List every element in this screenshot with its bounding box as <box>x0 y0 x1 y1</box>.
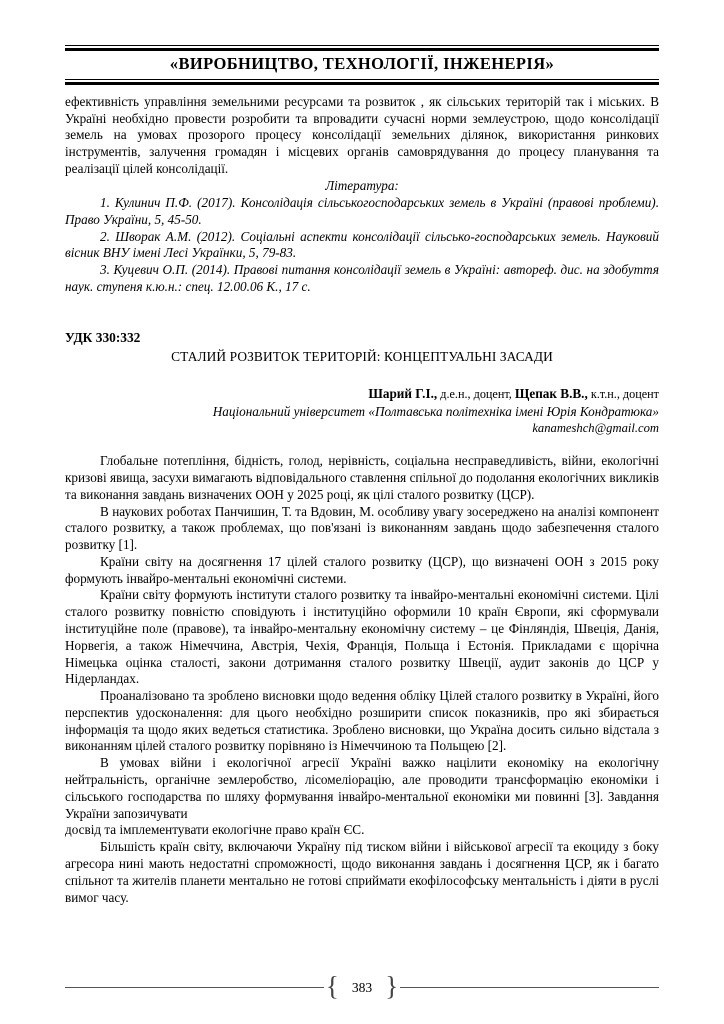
authors-line <box>65 366 659 403</box>
author-email: kanameshch@gmail.com <box>532 421 659 436</box>
article-paragraph-war-continued: досвід та імплементувати екологічне право країн ЄС. <box>65 822 365 838</box>
continued-paragraph: ефективність управління земельними ресурсами та розвиток , як сільських територій так і міських. В Україні необхідно провести розробити та впровадити сучасні норми землеустрою, щодо консолідації земель на умовах прозорого процесу консолідації земельних ділянок, використання ринкових інструментів, залучення громадян і місцевих органів самоврядування до процесу планування та реалізації цілей консолідації. <box>65 93 659 176</box>
running-header <box>65 0 659 85</box>
author-name-2: Щепак В.В., <box>514 386 588 402</box>
article-title: СТАЛИЙ РОЗВИТОК ТЕРИТОРІЙ: КОНЦЕПТУАЛЬНІ ЗАСАДИ <box>171 349 553 365</box>
references-heading: Література: <box>325 178 399 194</box>
continued-article-section <box>65 85 659 296</box>
footer-rule-left <box>65 987 324 988</box>
article-paragraph: В наукових роботах Панчишин, Т. та Вдовин, М. особливу увагу зосереджено на аналізі компонент сталого розвитку, а також проблемах, що пов'язані із виконанням завдань щодо забезпечення сталого розвитку [1]. <box>65 503 659 553</box>
author-name-1: Шарий Г.І., <box>368 386 438 402</box>
reference-item: 1. Кулинич П.Ф. (2017). Консолідація сільськогосподарських земель в Україні (правові проблеми). Право України, 5, 45-50. <box>65 195 659 227</box>
footer-rule-right <box>400 987 659 988</box>
article-paragraph-final: Більшість країн світу, включаючи Україну під тиском війни і військової агресії та екоциду з боку агресора нині мають недостатні спроможності, щодо виконання завдань і досягнення ЦСР, як і багато спільнот та жителів планети ментально не готові сприймати екофілософську ментальність і діяти в руслі вимог часу. <box>65 839 659 905</box>
author-degree-1: д.е.н., доцент, <box>437 387 515 402</box>
affiliation: Національний університет «Полтавська політехніка імені Юрія Кондратюка» <box>212 404 659 420</box>
article-paragraph-war: В умовах війни і екологічної агресії Україні важко націлити економіку на екологічну нейтральність, органічне землеробство, лісомеліорацію, але проводити трансформацію економіки і сільського господарства по шляху формування інвайро-ментальної економіки ми повинні [3]. Завдання України запозичувати <box>65 755 659 821</box>
author-degree-2: к.т.н., доцент <box>587 387 659 402</box>
reference-item: 3. Куцевич О.П. (2014). Правові питання консолідації земель в Україні: автореф. дис. на здобуття наук. ступеня к.ю.н.: спец. 12.00.06 К., 17 с. <box>65 262 659 294</box>
article-section <box>65 296 659 907</box>
footer-brace-left-icon: { <box>325 970 339 1001</box>
footer-brace-right-icon: } <box>385 970 399 1001</box>
article-body <box>65 437 659 906</box>
references-list <box>65 195 659 296</box>
running-header-title: «ВИРОБНИЦТВО, ТЕХНОЛОГІЇ, ІНЖЕНЕРІЯ» <box>169 54 555 73</box>
article-paragraph: Глобальне потепління, бідність, голод, нерівність, соціальна несправедливість, війни, екологічні кризові явища, засухи вимагають відповідального ставлення спільної до подолання екологічних викликів та виконання завдань визначених ООН у 2025 році, як цілі сталого розвитку (ЦСР). <box>65 453 659 502</box>
page-footer <box>65 970 659 1001</box>
page-number: 383 <box>351 980 373 995</box>
article-paragraph: Країни світу формують інститути сталого розвитку та інвайро-ментальні економічні системи. Цілі сталого розвитку повністю сповідують і інституційно оформили 10 країн Європи, які сформували інституційне поле (правове), та інвайро-ментальну економічну систему – це Фінляндія, Швеція, Данія, Норвегія, а також Німеччина, Австрія, Чехія, Франція, Польща і Естонія. Прикладами є щорічна Німецька оцінка сталості, закони дотримання сталого розвитку Швеції, аудит законів до ЦСР у Нідерландах. <box>65 587 659 687</box>
udc-code: УДК 330:332 <box>65 329 141 345</box>
article-paragraph: Країни світу на досягнення 17 цілей сталого розвитку (ЦСР), що визначені ООН з 2015 року формують інвайро-ментальні економічні системи. <box>65 553 659 586</box>
article-paragraph: Проаналізовано та зроблено висновки щодо ведення обліку Цілей сталого розвитку в Україні, його перспектив удосконалення: для цього необхідно розширити список показників, про які збирається інформація та щодо яких ведеться статистика. Зроблено висновки, що Україна досить сильно відстала з виконанням цілей сталого розвитку порівняно із Німеччиною та Польщею [2]. <box>65 688 659 754</box>
reference-item: 2. Шворак А.М. (2012). Соціальні аспекти консолідації сільсько-господарських земель. Науковий вісник ВНУ імені Лесі Українки, 5, 79-83. <box>65 228 659 261</box>
